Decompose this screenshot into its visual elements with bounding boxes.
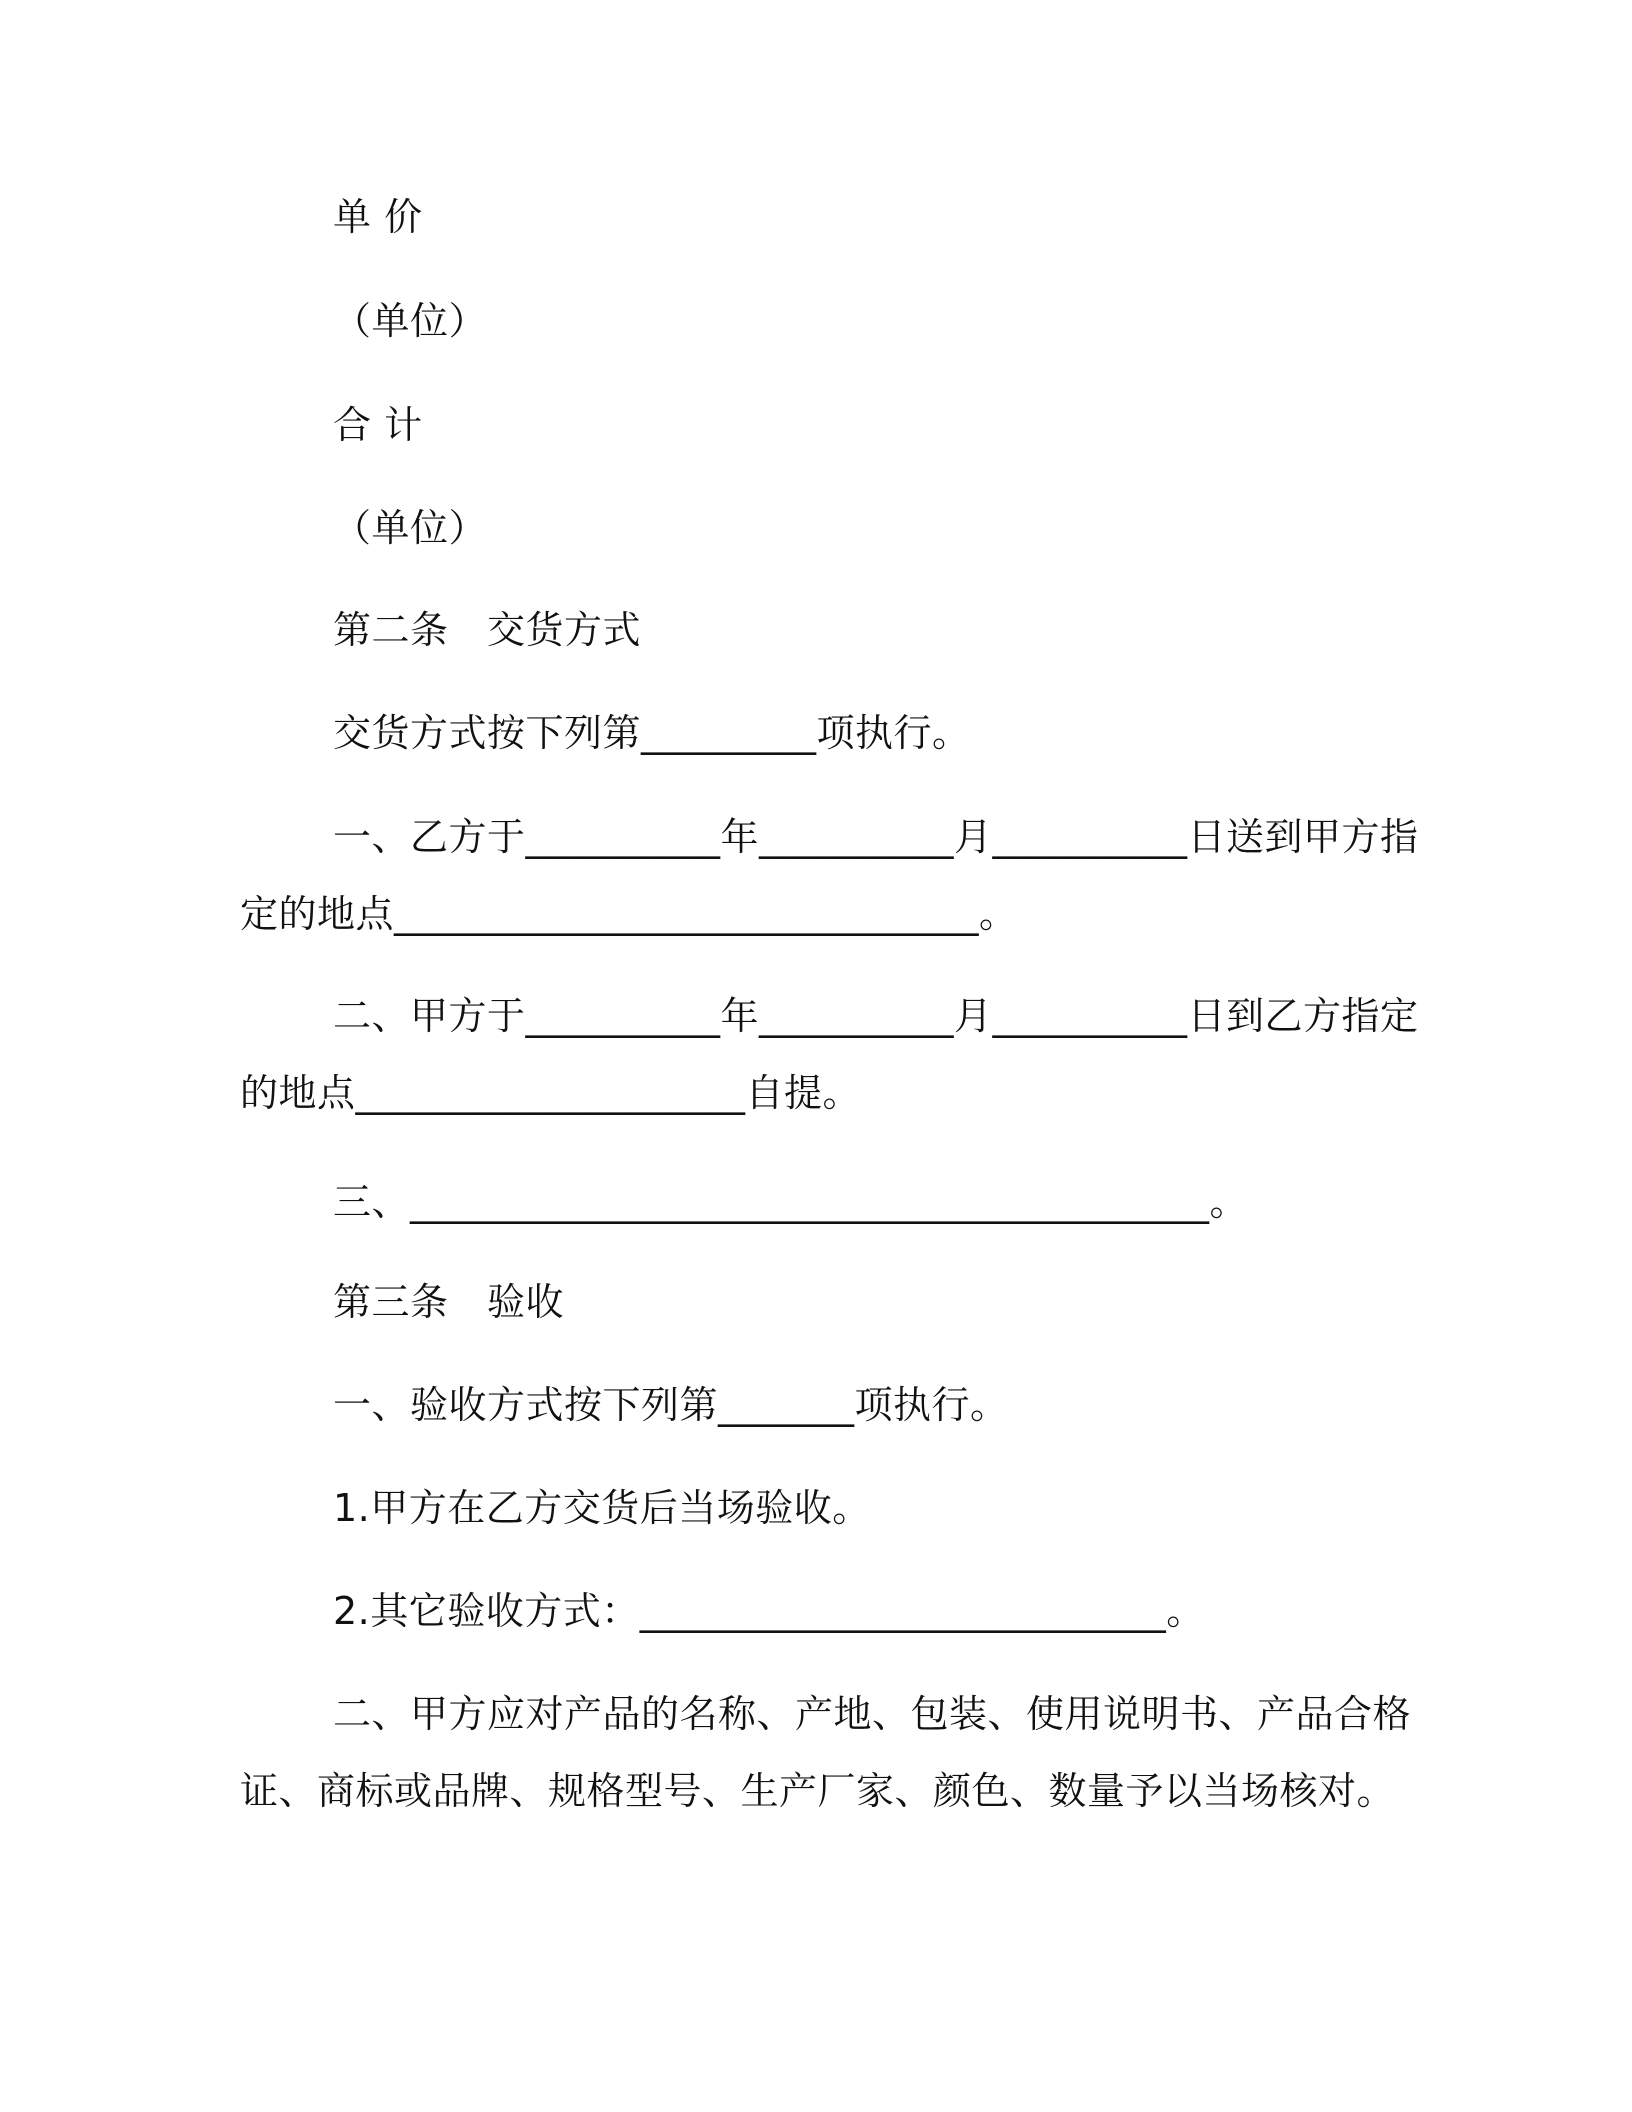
unit-label: （单位） bbox=[333, 299, 488, 343]
paragraph-line: 二、甲方于__________年__________月__________日到乙方指定 bbox=[333, 994, 1419, 1038]
paragraph-line: 的地点____________________自提。 bbox=[240, 1071, 862, 1115]
paragraph-line: 一、乙方于__________年__________月__________日送到甲方指 bbox=[333, 815, 1419, 859]
paragraph-line: 交货方式按下列第_________项执行。 bbox=[333, 711, 971, 755]
paragraph-line: 2.其它验收方式：___________________________。 bbox=[333, 1589, 1205, 1633]
paragraph-line: 三、_________________________________________。 bbox=[333, 1180, 1249, 1224]
paragraph-line: 二、甲方应对产品的名称、产地、包装、使用说明书、产品合格 bbox=[333, 1692, 1412, 1736]
unit-price-label: 单 价 bbox=[333, 195, 423, 239]
paragraph-line: 一、验收方式按下列第_______项执行。 bbox=[333, 1383, 1009, 1427]
paragraph-line: 定的地点______________________________。 bbox=[240, 892, 1018, 936]
total-label: 合 计 bbox=[333, 403, 423, 447]
paragraph-line: 1.甲方在乙方交货后当场验收。 bbox=[333, 1486, 871, 1530]
paragraph-line: 证、商标或品牌、规格型号、生产厂家、颜色、数量予以当场核对。 bbox=[240, 1769, 1396, 1813]
article-2-heading: 第二条 交货方式 bbox=[333, 608, 642, 652]
article-3-heading: 第三条 验收 bbox=[333, 1280, 565, 1324]
unit-label: （单位） bbox=[333, 506, 488, 550]
